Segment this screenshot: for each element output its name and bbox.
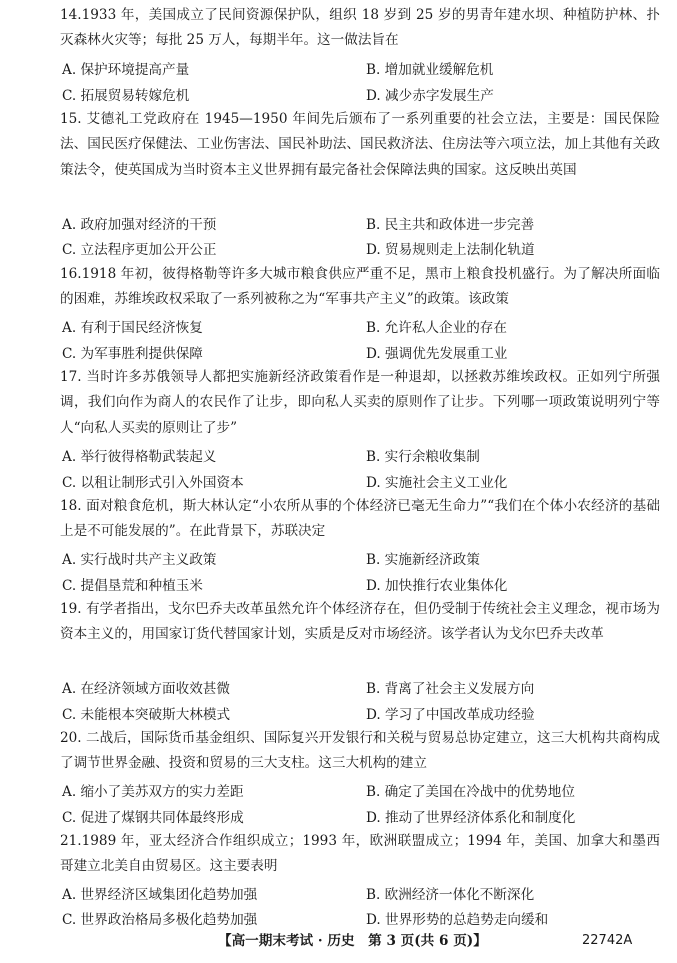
question-21-option-a: A. 世界经济区域集团化趋势加强 — [62, 887, 258, 903]
question-14-option-a: A. 保护环境提高产量 — [62, 62, 190, 78]
question-15-stem: 15. 艾德礼工党政府在 1945—1950 年间先后颁布了一系列重要的社会立法，主要是：国民保险法、国民医疗保健法、工业伤害法、国民补助法、国民救济法、住房法等六项立法，加上其他有关政策法令，使英国成为当时资本主义世界拥有最完备社会保障法典的国家。这反映出英国 — [60, 111, 660, 178]
question-16-option-c: C. 为军事胜利提供保障 — [62, 346, 203, 362]
question-17-stem: 17. 当时许多苏俄领导人都把实施新经济政策看作是一种退却，以拯救苏维埃政权。正如列宁所强调，我们向作为商人的农民作了让步，即向私人买卖的原则作了让步。下列哪一项政策说明列宁等人“向私人买卖的原则让了步” — [60, 369, 660, 436]
question-21-option-c: C. 世界政治格局多极化趋势加强 — [62, 912, 258, 928]
question-16-option-b: B. 允许私人企业的存在 — [366, 320, 507, 336]
question-17-option-d: D. 实施社会主义工业化 — [366, 475, 508, 491]
question-14-option-b: B. 增加就业缓解危机 — [366, 62, 494, 78]
question-20-option-d: D. 推动了世界经济体系化和制度化 — [366, 810, 576, 826]
question-20-option-b: B. 确定了美国在冷战中的优势地位 — [366, 784, 575, 800]
footer-code: 22742A — [582, 933, 633, 948]
question-15-option-d: D. 贸易规则走上法制化轨道 — [366, 242, 535, 258]
question-20-stem: 20. 二战后，国际货币基金组织、国际复兴开发银行和关税与贸易总协定建立，这三大机构共商构成了调节世界金融、投资和贸易的三大支柱。这三大机构的建立 — [60, 730, 660, 772]
question-16-stem: 16.1918 年初，彼得格勒等许多大城市粮食供应严重不足，黑市上粮食投机盛行。为了解决所面临的困难，苏维埃政权采取了一系列被称之为“军事共产主义”的政策。该政策 — [60, 266, 660, 308]
question-20-option-c: C. 促进了煤钢共同体最终形成 — [62, 810, 244, 826]
question-17-option-b: B. 实行余粮收集制 — [366, 449, 480, 465]
question-14-stem: 14.1933 年，美国成立了民间资源保护队，组织 18 岁到 25 岁的男青年建水坝、种植防护林、扑灭森林火灾等；每批 25 万人，每期半年。这一做法旨在 — [60, 7, 660, 49]
question-21-option-b: B. 欧洲经济一体化不断深化 — [366, 887, 535, 903]
question-18-stem: 18. 面对粮食危机，斯大林认定“小农所从事的个体经济已毫无生命力”“我们在个体小农经济的基础上是不可能发展的”。在此背景下，苏联决定 — [60, 498, 660, 540]
question-19-stem: 19. 有学者指出，戈尔巴乔夫改革虽然允许个体经济存在，但仍受制于传统社会主义理念，视市场为资本主义的，用国家订货代替国家计划，实质是反对市场经济。该学者认为戈尔巴乔夫改革 — [60, 601, 660, 643]
question-14-option-d: D. 减少赤字发展生产 — [366, 88, 494, 104]
question-18-option-a: A. 实行战时共产主义政策 — [62, 552, 217, 568]
question-21-stem: 21.1989 年，亚太经济合作组织成立；1993 年，欧洲联盟成立；1994 年，美国、加拿大和墨西哥建立北美自由贸易区。这主要表明 — [60, 833, 660, 875]
question-16-option-d: D. 强调优先发展重工业 — [366, 346, 508, 362]
question-19-option-c: C. 未能根本突破斯大林模式 — [62, 707, 231, 723]
question-17-option-c: C. 以租让制形式引入外国资本 — [62, 475, 244, 491]
question-15-option-c: C. 立法程序更加公开公正 — [62, 242, 217, 258]
question-15-option-a: A. 政府加强对经济的干预 — [62, 217, 217, 233]
question-20-option-a: A. 缩小了美苏双方的实力差距 — [62, 784, 244, 800]
question-19-option-d: D. 学习了中国改革成功经验 — [366, 707, 535, 723]
question-15-option-b: B. 民主共和政体进一步完善 — [366, 217, 535, 233]
question-18-option-b: B. 实施新经济政策 — [366, 552, 480, 568]
question-19-option-a: A. 在经济领域方面收效甚微 — [62, 681, 230, 697]
question-18-option-d: D. 加快推行农业集体化 — [366, 578, 508, 594]
question-16-option-a: A. 有利于国民经济恢复 — [62, 320, 203, 336]
footer-title: 【高一期末考试 · 历史 第 3 页(共 6 页)】 — [218, 933, 487, 949]
question-18-option-c: C. 提倡垦荒和种植玉米 — [62, 578, 203, 594]
question-17-option-a: A. 举行彼得格勒武装起义 — [62, 449, 217, 465]
question-14-option-c: C. 拓展贸易转嫁危机 — [62, 88, 190, 104]
question-21-option-d: D. 世界形势的总趋势走向缓和 — [366, 912, 549, 928]
question-19-option-b: B. 背离了社会主义发展方向 — [366, 681, 535, 697]
